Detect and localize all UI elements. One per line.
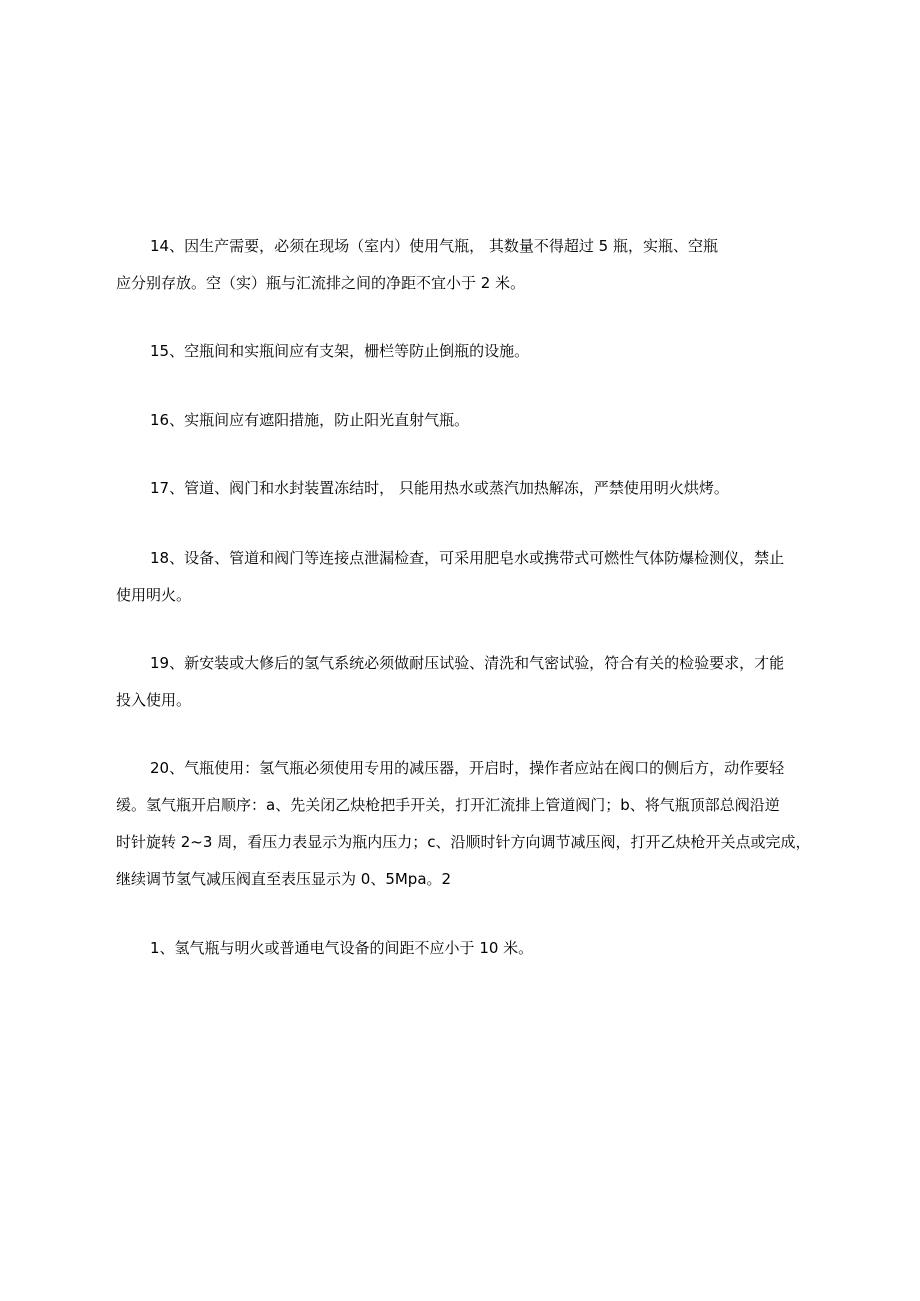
paragraph-20-line-4: 继续调节氢气减压阀直至表压显示为 0、5Mpa。2	[116, 870, 452, 888]
paragraph-16	[116, 402, 808, 439]
paragraph-16-line-1: 16、实瓶间应有遮阳措施，防止阳光直射气瓶。	[150, 411, 470, 429]
paragraph-18-line-2: 使用明火。	[116, 586, 192, 604]
paragraph-19-line-1: 19、新安装或大修后的氢气系统必须做耐压试验、清洗和气密试验，符合有关的检验要求，才能	[150, 654, 785, 672]
paragraph-20-line-2: 缓。氢气瓶开启顺序：a、先关闭乙炔枪把手开关，打开汇流排上管道阀门；b、将气瓶顶部总阀沿逆	[116, 796, 780, 814]
paragraph-1	[116, 930, 808, 967]
paragraph-15	[116, 333, 808, 370]
paragraph-15-line-1: 15、空瓶间和实瓶间应有支架，栅栏等防止倒瓶的设施。	[150, 342, 530, 360]
paragraph-17	[116, 470, 808, 507]
paragraph-19-line-2: 投入使用。	[116, 691, 192, 709]
paragraph-20	[116, 750, 811, 898]
paragraph-14-line-1: 14、因生产需要，必须在现场（室内）使用气瓶， 其数量不得超过 5 瓶，实瓶、空瓶	[150, 237, 718, 255]
paragraph-14-line-2: 应分别存放。空（实）瓶与汇流排之间的净距不宜小于 2 米。	[116, 274, 526, 292]
paragraph-19	[116, 645, 808, 719]
paragraph-1-line-1: 1、氢气瓶与明火或普通电气设备的间距不应小于 10 米。	[150, 939, 534, 957]
paragraph-17-line-1: 17、管道、阀门和水封装置冻结时， 只能用热水或蒸汽加热解冻，严禁使用明火烘烤。	[150, 479, 729, 497]
paragraph-14	[116, 228, 808, 302]
paragraph-18-line-1: 18、设备、管道和阀门等连接点泄漏检查，可采用肥皂水或携带式可燃性气体防爆检测仪，禁止	[150, 549, 785, 567]
paragraph-18	[116, 540, 808, 614]
paragraph-20-line-1: 20、气瓶使用：氢气瓶必须使用专用的减压器，开启时，操作者应站在阀口的侧后方，动作要轻	[150, 759, 785, 777]
paragraph-20-line-3: 时针旋转 2~3 周，看压力表显示为瓶内压力；c、沿顺时针方向调节减压阀，打开乙炔枪开关点或完成，	[116, 833, 811, 851]
